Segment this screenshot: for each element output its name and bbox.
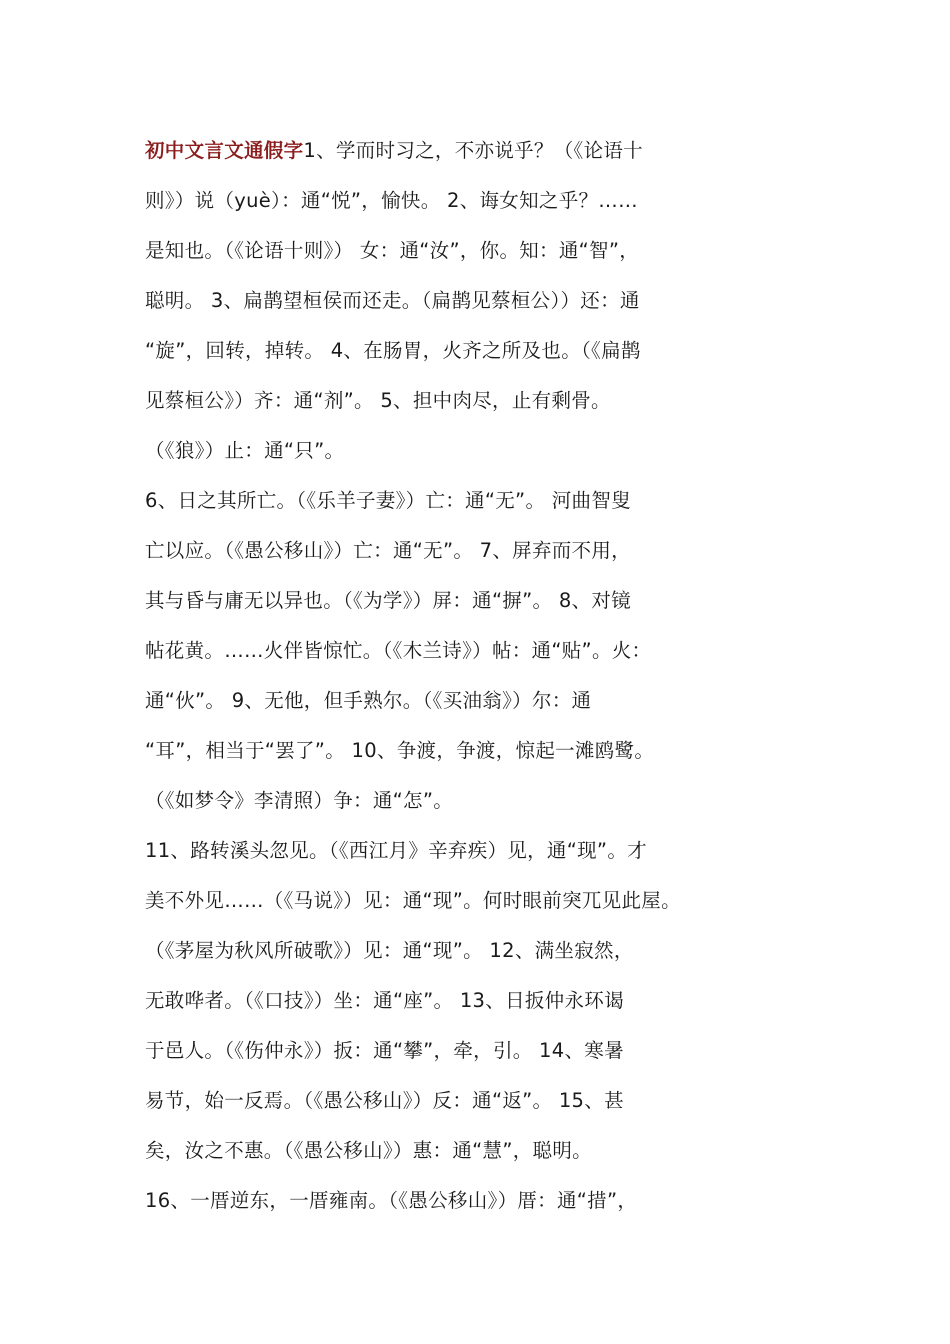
text-line: （《茅屋为秋风所破歌》）见：通“现”。 12、满坐寂然，: [145, 939, 634, 962]
line-text: 1、学而时习之，不亦说乎？（《论语十: [303, 139, 643, 162]
text-line: 矣，汝之不惠。（《愚公移山》）惠：通“慧”，聪明。: [145, 1139, 592, 1162]
text-line: 无敢哗者。（《口技》）坐：通“座”。 13、日扳仲永环谒: [145, 989, 624, 1012]
text-line: 于邑人。（《伤仲永》）扳：通“攀”，牵，引。 14、寒暑: [145, 1039, 624, 1062]
text-line: 帖花黄。……火伴皆惊忙。（《木兰诗》）帖：通“贴”。火：: [145, 639, 652, 662]
text-line: 11、路转溪头忽见。（《西江月》辛弃疾）见，通“现”。才: [145, 839, 647, 862]
document-title: 初中文言文通假字: [145, 139, 304, 162]
text-line: 美不外见……（《马说》）见：通“现”。何时眼前突兀见此屋。: [145, 889, 681, 912]
text-line: 聪明。 3、扁鹊望桓侯而还走。（扁鹊见蔡桓公））还：通: [145, 289, 640, 312]
text-line: 是知也。（《论语十则》） 女：通“汝”，你。知：通“智”，: [145, 239, 640, 262]
text-line: “旋”，回转，掉转。 4、在肠胃，火齐之所及也。（《扁鹊: [145, 339, 641, 362]
text-line: 6、日之其所亡。（《乐羊子妻》）亡：通“无”。 河曲智叟: [145, 489, 631, 512]
text-line: “耳”，相当于“罢了”。 10、争渡，争渡，惊起一滩鸥鹭。: [145, 739, 655, 762]
text-line: 易节，始一反焉。（《愚公移山》）反：通“返”。 15、甚: [145, 1089, 624, 1112]
text-line: （《如梦令》李清照）争：通“怎”。: [145, 789, 454, 812]
text-line: [145, 126, 825, 176]
text-line: 见蔡桓公》）齐：通“剂”。 5、担中肉尽，止有剩骨。: [145, 389, 611, 412]
document-body: [145, 126, 825, 1226]
text-line: 通“伙”。 9、无他，但手熟尔。（《买油翁》）尔：通: [145, 689, 592, 712]
text-line: 则》）说（yuè）：通“悦”，愉快。 2、诲女知之乎？……: [145, 189, 638, 212]
text-line: 16、一厝逆东，一厝雍南。（《愚公移山》）厝：通“措”，: [145, 1189, 638, 1212]
text-line: 亡以应。（《愚公移山》）亡：通“无”。 7、屏弃而不用，: [145, 539, 631, 562]
text-line: （《狼》）止：通“只”。: [145, 439, 345, 462]
text-line: 其与昏与庸无以异也。（《为学》）屏：通“摒”。 8、对镜: [145, 589, 631, 612]
